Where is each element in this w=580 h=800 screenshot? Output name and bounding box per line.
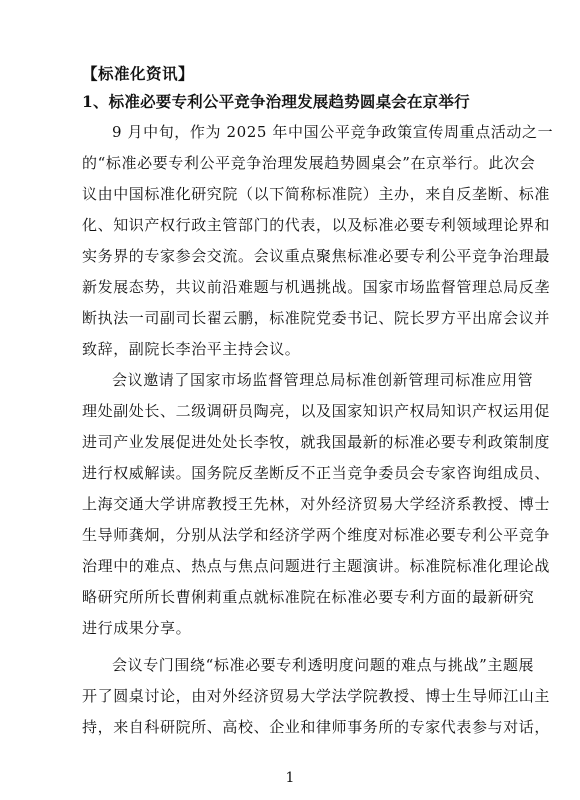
section-tag: 【标准化资讯】 — [82, 64, 195, 83]
paragraph-3-line-1: 会议专门围绕“标准必要专利透明度问题的难点与挑战”主题展 — [112, 656, 535, 674]
paragraph-1-line-2: 的“标准必要专利公平竞争治理发展趋势圆桌会”在京举行。此次会 — [82, 154, 536, 172]
paragraph-1-line-4: 化、知识产权行政主管部门的代表，以及标准必要专利领域理论界和 — [82, 216, 551, 234]
headline: 1、标准必要专利公平竞争治理发展趋势圆桌会在京举行 — [82, 92, 470, 111]
paragraph-1-line-5: 实务界的专家参会交流。会议重点聚焦标准必要专利公平竞争治理最 — [82, 247, 551, 265]
paragraph-1-line-3: 议由中国标准化研究院（以下简称标准院）主办，来自反垄断、标准 — [82, 185, 551, 203]
paragraph-2-line-2: 理处副处长、二级调研员陶亮，以及国家知识产权局知识产权运用促 — [82, 402, 551, 420]
paragraph-1-line-8: 致辞，副院长李治平主持会议。 — [82, 340, 301, 358]
paragraph-2-line-4: 进行权威解读。国务院反垄断反不正当竞争委员会专家咨询组成员、 — [82, 464, 551, 482]
paragraph-1-line-6: 新发展态势，共议前沿难题与机遇挑战。国家市场监督管理总局反垄 — [82, 278, 551, 296]
paragraph-2-line-1: 会议邀请了国家市场监督管理总局标准创新管理司标准应用管 — [112, 371, 534, 389]
paragraph-2-line-8: 略研究所所长曹俐莉重点就标准院在标准必要专利方面的最新研究 — [82, 588, 535, 606]
page-number: 1 — [285, 770, 295, 786]
paragraph-2-line-3: 进司产业发展促进处处长李牧，就我国最新的标准必要专利政策制度 — [82, 433, 551, 451]
paragraph-1-line-1: 9 月中旬，作为 2025 年中国公平竞争政策宣传周重点活动之一 — [112, 123, 554, 141]
paragraph-2-line-7: 治理中的难点、热点与焦点问题进行主题演讲。标准院标准化理论战 — [82, 557, 551, 575]
paragraph-2-line-6: 生导师龚炯，分别从法学和经济学两个维度对标准必要专利公平竞争 — [82, 526, 551, 544]
paragraph-3-line-3: 持，来自科研院所、高校、企业和律师事务所的专家代表参与对话， — [82, 718, 551, 736]
paragraph-3-line-2: 开了圆桌讨论，由对外经济贸易大学法学院教授、博士生导师江山主 — [82, 687, 551, 705]
paragraph-2-line-9: 进行成果分享。 — [82, 619, 192, 637]
paragraph-2-line-5: 上海交通大学讲席教授王先林，对外经济贸易大学经济系教授、博士 — [82, 495, 551, 513]
paragraph-1-line-7: 断执法一司副司长翟云鹏，标准院党委书记、院长罗方平出席会议并 — [82, 309, 551, 327]
